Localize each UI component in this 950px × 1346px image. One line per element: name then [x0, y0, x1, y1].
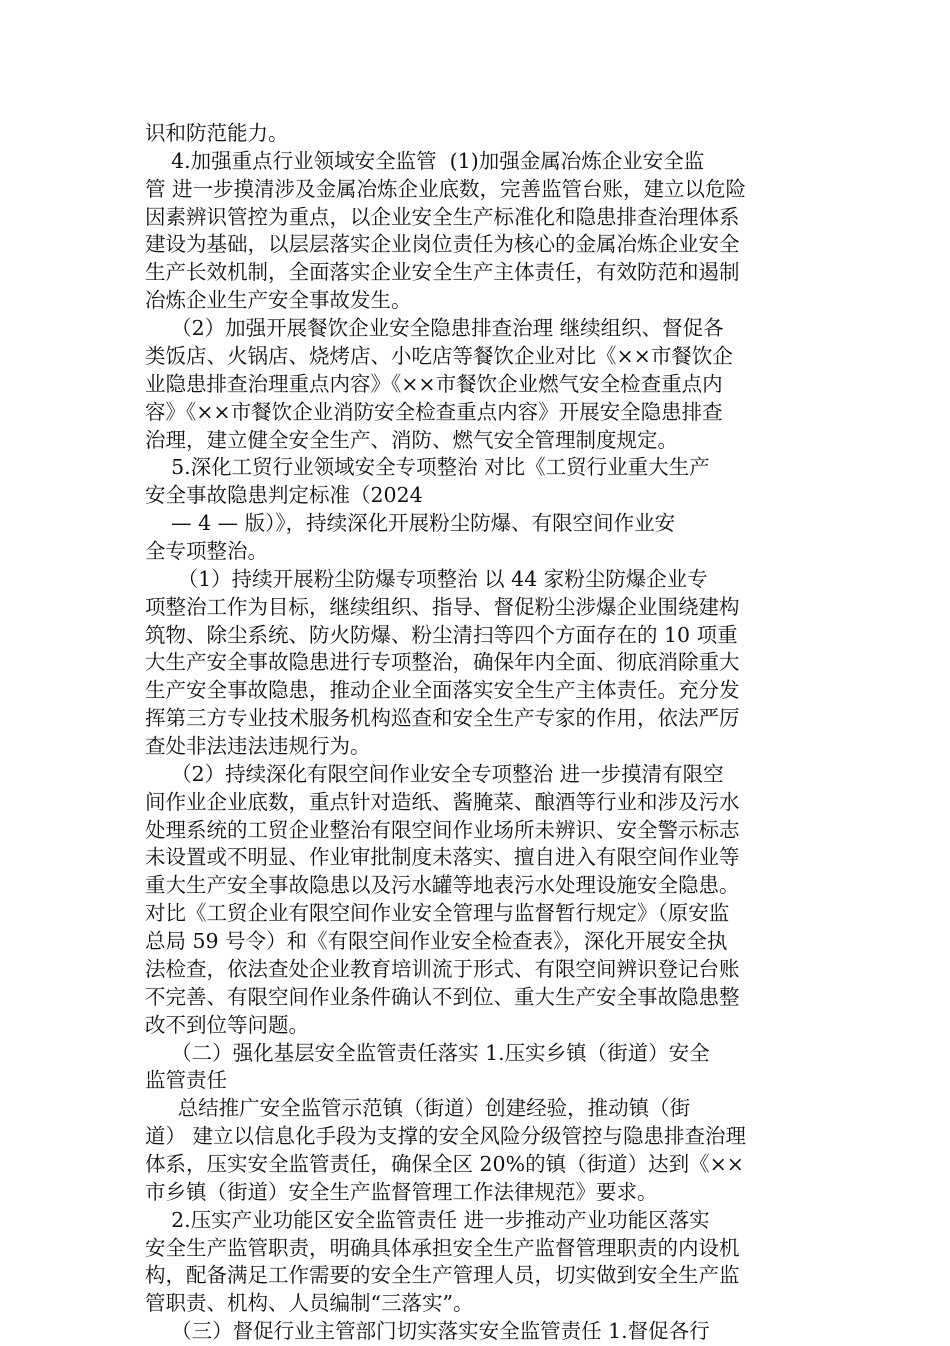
text-line: 容》《××市餐饮企业消防安全检查重点内容》开展安全隐患排查: [145, 400, 723, 424]
text-line: 道） 建立以信息化手段为支撑的安全风险分级管控与隐患排查治理: [145, 1124, 747, 1148]
text-line: 间作业企业底数，重点针对造纸、酱腌菜、酿酒等行业和涉及污水: [145, 790, 740, 814]
text-line: 筑物、除尘系统、防火防爆、粉尘清扫等四个方面存在的 10 项重: [145, 623, 738, 647]
page-number-line: — 4 — 版）》，持续深化开展粉尘防爆、有限空间作业安: [145, 511, 676, 535]
text-line: （1）持续开展粉尘防爆专项整治 以 44 家粉尘防爆企业专: [145, 567, 708, 591]
text-line: 总结推广安全监管示范镇（街道）创建经验，推动镇（街: [145, 1096, 691, 1120]
text-line: 总局 59 号令）和《有限空间作业安全检查表》，深化开展安全执: [145, 929, 728, 953]
text-line: 4.加强重点行业领域安全监管 (1)加强金属冶炼企业安全监: [145, 149, 705, 173]
text-line: 处理系统的工贸企业整治有限空间作业场所未辨识、安全警示标志: [145, 818, 740, 842]
text-line: 类饭店、火锅店、烧烤店、小吃店等餐饮企业对比《××市餐饮企: [145, 344, 733, 368]
text-line: 查处非法违法违规行为。: [145, 734, 371, 758]
text-line: 构，配备满足工作需要的安全生产管理人员，切实做到安全生产监: [145, 1263, 740, 1287]
text-line: 管 进一步摸清涉及金属冶炼企业底数，完善监管台账，建立以危险: [145, 177, 747, 201]
text-line: （三）督促行业主管部门切实落实安全监管责任 1.督促各行: [145, 1319, 710, 1343]
text-line: 项整治工作为目标，继续组织、指导、督促粉尘涉爆企业围绕建构: [145, 595, 740, 619]
text-line: 治理，建立健全安全生产、消防、燃气安全管理制度规定。: [145, 428, 678, 452]
text-line: 法检查，依法查处企业教育培训流于形式、有限空间辨识登记台账: [145, 957, 740, 981]
text-line: 识和防范能力。: [145, 121, 289, 145]
text-line: 市乡镇（街道）安全生产监督管理工作法律规范》要求。: [145, 1180, 658, 1204]
text-line: 因素辨识管控为重点，以企业安全生产标准化和隐患排查治理体系: [145, 205, 740, 229]
text-line: 体系，压实安全监管责任，确保全区 20%的镇（街道）达到《××: [145, 1152, 744, 1176]
text-line: 建设为基础，以层层落实企业岗位责任为核心的金属冶炼企业安全: [145, 232, 740, 256]
text-line: 监管责任: [145, 1068, 227, 1092]
text-line: 挥第三方专业技术服务机构巡查和安全生产专家的作用，依法严厉: [145, 706, 740, 730]
text-line: 安全事故隐患判定标准（2024: [145, 483, 423, 507]
text-line: 生产长效机制，全面落实企业安全生产主体责任，有效防范和遏制: [145, 260, 740, 284]
text-line: 重大生产安全事故隐患以及污水罐等地表污水处理设施安全隐患。: [145, 873, 740, 897]
text-line: 改不到位等问题。: [145, 1013, 309, 1037]
text-line: 安全生产监管职责，明确具体承担安全生产监督管理职责的内设机: [145, 1236, 740, 1260]
text-line: 未设置或不明显、作业审批制度未落实、擅自进入有限空间作业等: [145, 845, 740, 869]
text-line: （2）持续深化有限空间作业安全专项整治 进一步摸清有限空: [145, 762, 724, 786]
text-line: 冶炼企业生产安全事故发生。: [145, 288, 412, 312]
text-line: 大生产安全事故隐患进行专项整治，确保年内全面、彻底消除重大: [145, 650, 740, 674]
text-line: 生产安全事故隐患，推动企业全面落实安全生产主体责任。充分发: [145, 678, 740, 702]
text-line: 全专项整治。: [145, 539, 268, 563]
text-line: 业隐患排查治理重点内容》《××市餐饮企业燃气安全检查重点内: [145, 372, 723, 396]
text-line: 5.深化工贸行业领域安全专项整治 对比《工贸行业重大生产: [145, 455, 710, 479]
text-line: 不完善、有限空间作业条件确认不到位、重大生产安全事故隐患整: [145, 985, 740, 1009]
text-line: （2）加强开展餐饮企业安全隐患排查治理 继续组织、督促各: [145, 316, 724, 340]
text-line: 2.压实产业功能区安全监管责任 进一步推动产业功能区落实: [145, 1208, 710, 1232]
text-line: 对比《工贸企业有限空间作业安全管理与监督暂行规定》（原安监: [145, 901, 730, 925]
text-line: 管职责、机构、人员编制“三落实”。: [145, 1291, 474, 1315]
text-line: （二）强化基层安全监管责任落实 1.压实乡镇（街道）安全: [145, 1041, 710, 1065]
